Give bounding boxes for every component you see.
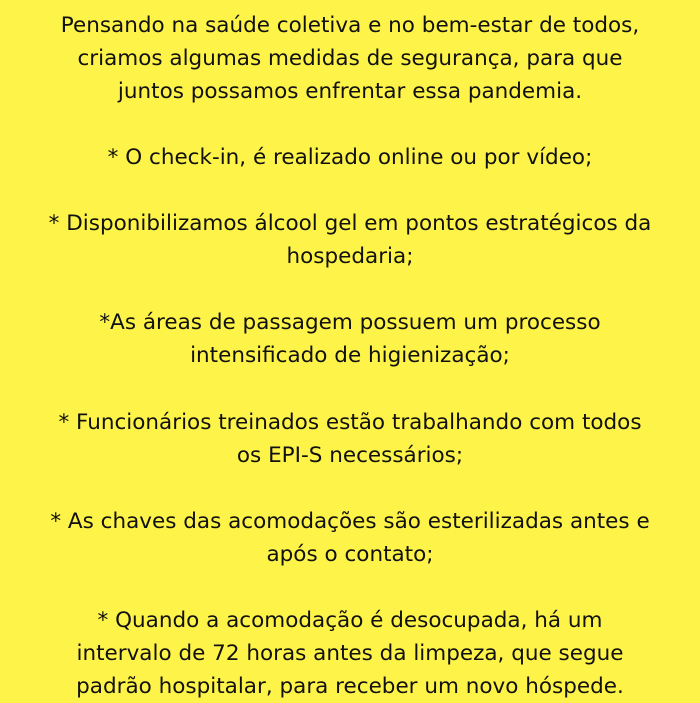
measure-room-interval [0,604,700,703]
measure-checkin [0,141,700,174]
text-line: * Disponibilizamos álcool gel em pontos estratégicos da [48,211,652,236]
text-line: intensificado de higienização; [190,343,510,368]
text-line: hospedaria; [286,244,414,269]
measure-passage-areas [0,306,700,372]
text-line: Pensando na saúde coletiva e no bem-estar de todos, [60,13,640,38]
measure-staff-ppe [0,406,700,472]
text-line: * O check-in, é realizado online ou por vídeo; [107,145,593,170]
text-line: após o contato; [266,542,434,567]
text-line: juntos possamos enfrentar essa pandemia. [117,79,583,104]
text-line: * Funcionários treinados estão trabalhando com todos [58,410,642,435]
text-line: padrão hospitalar, para receber um novo hóspede. [76,674,624,699]
measure-keys [0,505,700,571]
text-line: * Quando a acomodação é desocupada, há um [97,608,603,633]
text-line: os EPI-S necessários; [236,443,464,468]
intro-paragraph [0,9,700,108]
text-line: *As áreas de passagem possuem um processo [99,310,601,335]
measure-alcohol-gel [0,207,700,273]
text-line: criamos algumas medidas de segurança, para que [77,46,623,71]
text-line: intervalo de 72 horas antes da limpeza, que segue [76,641,624,666]
text-line: * As chaves das acomodações são esterilizadas antes e [50,509,650,534]
